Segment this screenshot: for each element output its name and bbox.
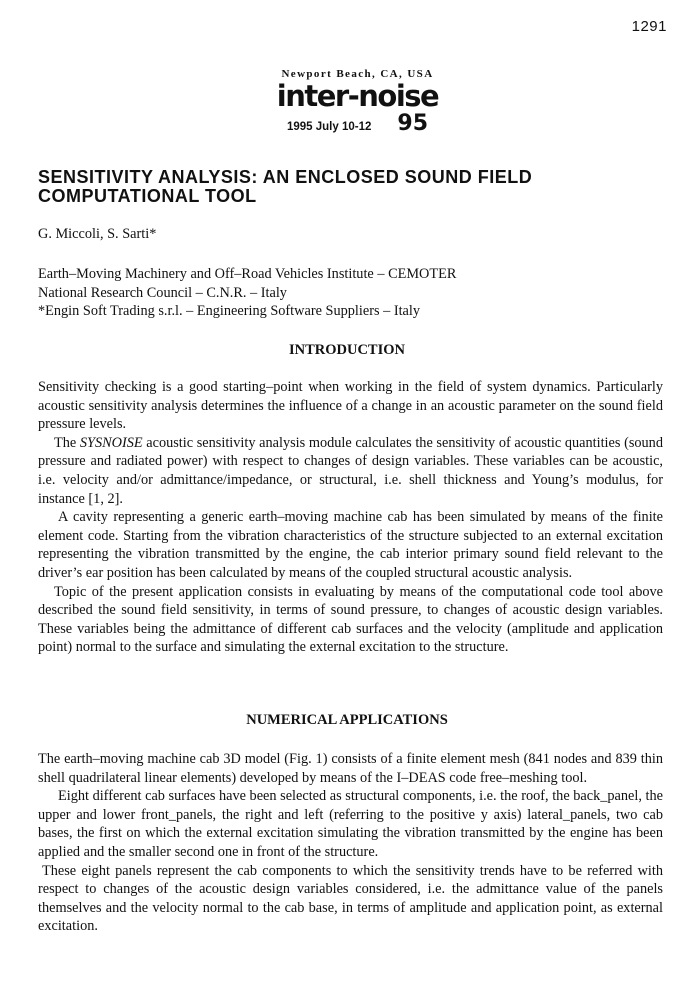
authors: G. Miccoli, S. Sarti* — [38, 226, 157, 242]
conference-dates: 1995 July 10-12 — [286, 121, 372, 133]
intro-paragraph-3: A cavity representing a generic earth–moving machine cab has been simulated by means of the finite element code. Starting from the vibration characteristics of the structure subjected to an external excitation representing the vibration transmitted by the engine, the cab interior primary sound field relevant to the driver’s ear position has been calculated by means of the coupled structural acoustic analysis. — [38, 509, 663, 581]
software-name: SYSNOISE — [79, 434, 143, 451]
conference-year: 95 — [397, 111, 429, 136]
title-line-1: SENSITIVITY ANALYSIS: AN ENCLOSED SOUND FIELD — [38, 167, 533, 187]
title-line-2: COMPUTATIONAL TOOL — [38, 186, 257, 206]
numerical-paragraph-2: Eight different cab surfaces have been selected as structural components, i.e. the roof, the back_panel, the upper and lower front_panels, the right and left (referring to the positive y axis) lateral_panels, two cab bases, the first on which the external excitation simulating the vibration transmitted by the engine has been applied and the smaller second one in front of the structure. — [38, 788, 663, 860]
affiliation-1: Earth–Moving Machinery and Off–Road Vehicles Institute – CEMOTER — [38, 266, 457, 282]
numerical-paragraph-1: The earth–moving machine cab 3D model (Fig. 1) consists of a finite element mesh (841 nodes and 839 thin shell quadrilateral linear elements) developed by means of the I–DEAS code free–meshing tool. — [38, 751, 663, 786]
conference-logo: inter-noise — [276, 79, 439, 113]
numerical-body — [38, 750, 663, 936]
affiliation-3: *Engin Soft Trading s.r.l. – Engineering Software Suppliers – Italy — [38, 303, 421, 320]
page-number: 1291 — [631, 18, 667, 35]
conference-date-row — [270, 111, 445, 136]
conference-location: Newport Beach, CA, USA — [281, 68, 434, 80]
conference-header — [270, 68, 445, 136]
intro-paragraph-4: Topic of the present application consists in evaluating by means of the computational code tool above described the sound field sensitivity, in terms of sound pressure, to changes of acoustic design variables. These variables being the admittance of different cab surfaces and the velocity (amplitude and application point) normal to the surface and simulating the external excitation to the structure. — [38, 583, 663, 656]
section-heading-introduction: INTRODUCTION — [288, 342, 405, 358]
affiliation-2: National Research Council – C.N.R. – Italy — [38, 284, 287, 301]
section-heading-numerical-applications: NUMERICAL APPLICATIONS — [246, 712, 448, 728]
intro-p2-lead: The — [54, 434, 80, 451]
intro-p2-rest: acoustic sensitivity analysis module calculates the sensitivity of acoustic quantities (sound pressure and radiated power) with respect to changes of design variables. These variables can be acoustic, i.e. velocity and/or admittance/impedance, or structural, i.e. shell thickness and Young’s modulus, for instance [1, 2]. — [38, 434, 663, 507]
intro-paragraph-1: Sensitivity checking is a good starting–point when working in the field of system dynamics. Particularly acoustic sensitivity analysis determines the influence of a change in an acoustic parameter on the sound field pressure levels. — [38, 379, 663, 433]
numerical-paragraph-3: These eight panels represent the cab components to which the sensitivity trends have to be referred with respect to changes of the acoustic design variables considered, i.e. the admittance value of the panels themselves and the velocity normal to the cab base, in terms of amplitude and application point, as external excitation. — [38, 862, 663, 935]
paper-title — [38, 168, 658, 206]
affiliations — [38, 265, 456, 321]
introduction-body — [38, 378, 663, 657]
intro-paragraph-2 — [38, 434, 663, 508]
